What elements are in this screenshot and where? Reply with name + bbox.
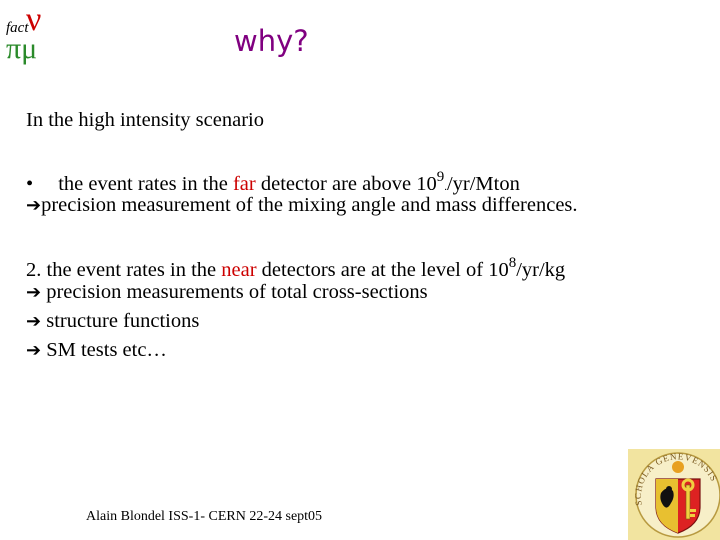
near-text-a: 2. the event rates in the bbox=[26, 259, 222, 281]
far-text-b: detector are above 10 bbox=[255, 173, 437, 195]
arrow-item-cross-sections bbox=[26, 280, 428, 304]
arrow-item-text: SM tests etc… bbox=[41, 339, 167, 361]
slide-footer: Alain Blondel ISS-1- CERN 22-24 sept05 bbox=[86, 509, 323, 524]
arrow-item-text: structure functions bbox=[41, 310, 200, 332]
arrow-line-mixing bbox=[26, 193, 578, 217]
far-highlight: far bbox=[232, 173, 256, 195]
near-exponent: 8 bbox=[508, 255, 517, 271]
university-seal-icon bbox=[628, 449, 720, 540]
seal-text: SCHOLA GENEVENSIS bbox=[632, 451, 720, 507]
bullet-marker: • bbox=[26, 173, 34, 195]
arrow-item-structure bbox=[26, 309, 199, 333]
numbered-item-near bbox=[26, 251, 565, 282]
far-text-a: the event rates in the bbox=[58, 173, 233, 195]
arrow-line-text: precision measurement of the mixing angle and mass differences. bbox=[41, 194, 578, 216]
far-text-c: /yr/Mton bbox=[446, 173, 520, 195]
near-text-c: /yr/kg bbox=[516, 259, 566, 281]
arrow-icon: ➔ bbox=[26, 195, 42, 215]
near-text-b: detectors are at the level of 10 bbox=[256, 259, 509, 281]
arrow-icon: ➔ bbox=[26, 340, 42, 360]
near-highlight: near bbox=[221, 259, 257, 281]
arrow-item-text: precision measurements of total cross-sections bbox=[41, 281, 428, 303]
logo-text-top: fact bbox=[6, 20, 29, 36]
far-exponent: 9 bbox=[436, 169, 445, 185]
far-dot: . bbox=[444, 181, 447, 193]
factory-logo bbox=[4, 2, 68, 66]
logo-text-bottom: πμ bbox=[6, 32, 38, 65]
slide-title: why? bbox=[234, 24, 309, 58]
logo-letter: ν bbox=[26, 2, 42, 38]
arrow-icon: ➔ bbox=[26, 311, 42, 331]
intro-line: In the high intensity scenario bbox=[26, 109, 264, 131]
arrow-icon: ➔ bbox=[26, 282, 42, 302]
arrow-item-sm-tests bbox=[26, 338, 167, 362]
